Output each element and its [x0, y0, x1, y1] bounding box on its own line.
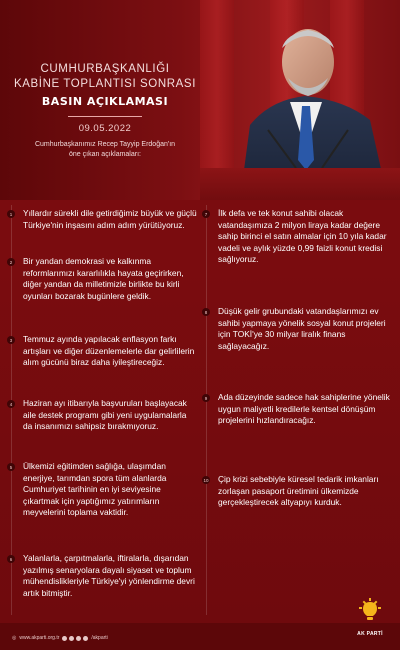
- intro-text: [0, 140, 210, 160]
- globe-icon: ◎: [12, 635, 17, 641]
- lightbulb-icon: [357, 598, 383, 624]
- item-text: Çip krizi sebebiyle küresel tedarik imkanları zorlaşan pasaport üretimini ülkemizde gerçekleştirecek altyapıyı kurduk.: [218, 474, 379, 508]
- item-number-badge: 6: [7, 555, 15, 563]
- item-text: İlk defa ve tek konut sahibi olacak vatandaşımıza 2 milyon liraya kadar değere sahip birinci el satın almalar için 10 yıla kadar vadeli ve aylık yüzde 0,99 faizli konut kredisi sağlıyoruz.: [218, 208, 387, 265]
- intro-line-2: öne çıkan açıklamaları:: [69, 151, 141, 158]
- podium: [200, 168, 400, 200]
- twitter-icon[interactable]: [69, 636, 74, 641]
- list-item: [202, 474, 394, 509]
- footer-links: [12, 635, 108, 641]
- item-number-badge: 10: [203, 477, 209, 483]
- item-text: Bir yandan demokrasi ve kalkınma reformlarımızı kararlılıkla hayata geçirirken, diğer yandan da milletimizle birlikte bu kirli oyunları bozarak bugünlere geldik.: [23, 256, 184, 301]
- list-item: [7, 553, 197, 599]
- item-number-badge: 7: [202, 210, 210, 218]
- instagram-icon[interactable]: [62, 636, 67, 641]
- item-text: Ülkemizi eğitimden sağlığa, ulaşımdan enerjiye, tarımdan spora tüm alanlarda Cumhuriyet tarihinin en iyi seviyesine çıkartmak için yaptığımız yatırımların meyvelerini toplama vaktidir.: [23, 461, 167, 518]
- list-item: [202, 208, 394, 266]
- item-number-badge: 2: [7, 258, 15, 266]
- item-text: Düşük gelir grubundaki vatandaşlarımızı ev sahibi yapmaya yönelik sosyal konut projeleri için TOKİ'ye 30 milyar liralık finans sağlayacağız.: [218, 306, 386, 351]
- list-item: [7, 256, 197, 302]
- list-item: [202, 306, 394, 352]
- item-number-badge: 8: [202, 308, 210, 316]
- intro-line-1: Cumhurbaşkanımız Recep Tayyip Erdoğan'ın: [34, 141, 176, 148]
- item-text: Yalanlarla, çarpıtmalarla, iftiralarla, dışarıdan yazılmış senaryolara dayalı siyaset ve toplum mühendislikleriyle Türkiye'yi yönlendirme devri artık bitmiştir.: [23, 553, 195, 598]
- date-label: 09.05.2022: [78, 123, 132, 134]
- title-block: [0, 62, 210, 160]
- item-number-badge: 3: [7, 336, 15, 344]
- list-item: [7, 398, 197, 433]
- list-item: [7, 208, 197, 231]
- list-item: [202, 392, 394, 427]
- facebook-icon[interactable]: [76, 636, 81, 641]
- item-number-badge: 5: [7, 463, 15, 471]
- list-item: [7, 461, 197, 519]
- title-divider: [68, 116, 142, 117]
- website-link[interactable]: www.akparti.org.tr: [19, 635, 60, 641]
- item-text: Haziran ayı itibarıyla başvuruları başlayacak aile destek programı gibi yeni uygulamalarla da insanımızı sahipsiz bırakmıyoruz.: [23, 398, 187, 432]
- title-line-3: BASIN AÇIKLAMASI: [41, 95, 169, 108]
- social-icons: [62, 636, 88, 641]
- ak-parti-logo: [356, 598, 384, 638]
- item-number-badge: 4: [7, 400, 15, 408]
- title-line-2: KABİNE TOPLANTISI SONRASI: [13, 78, 196, 90]
- title-line-1: CUMHURBAŞKANLIĞI: [40, 63, 170, 75]
- footer-bar: [0, 623, 400, 650]
- youtube-icon[interactable]: [83, 636, 88, 641]
- item-text: Temmuz ayında yapılacak enflasyon farkı artışları ve diğer düzenlemelerle dar gelirlilerin alım gücünü biraz daha iyileştireceğiz.: [23, 334, 195, 368]
- list-item: [7, 334, 197, 369]
- hero-banner: [0, 0, 400, 200]
- item-text: Ada düzeyinde sadece hak sahiplerine yönelik uygun maliyetli kredilerle kentsel dönüşüm projelerini hızlandıracağız.: [218, 392, 390, 426]
- item-text: Yıllardır sürekli dile getirdiğimiz büyük ve güçlü Türkiye'nin inşasını adım adım yürütüyoruz.: [23, 208, 197, 230]
- item-number-badge: 1: [7, 210, 15, 218]
- logo-text: AK PARTİ: [357, 631, 383, 637]
- item-number-badge: 9: [202, 394, 210, 402]
- social-handle[interactable]: /akparti: [91, 635, 108, 641]
